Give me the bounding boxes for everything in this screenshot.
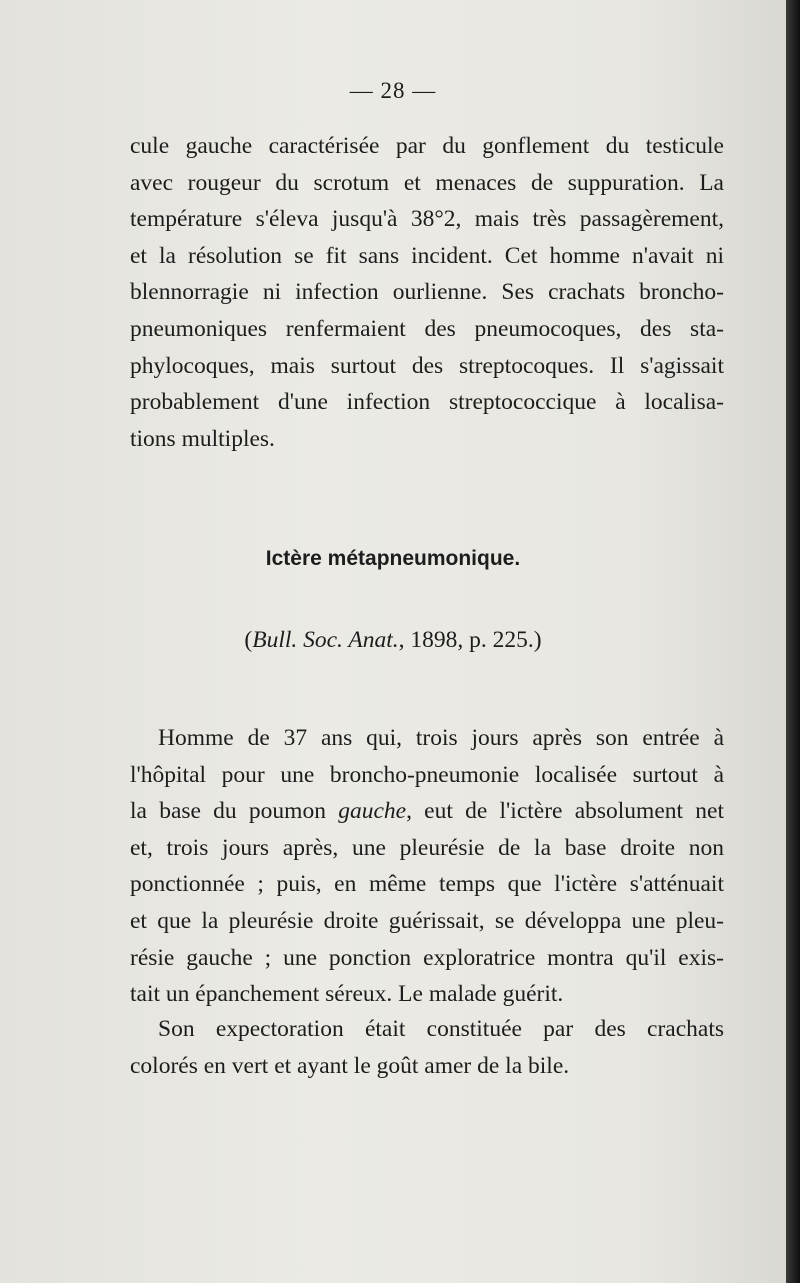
text-run: la base du poumon	[130, 798, 339, 825]
text-line: blennorragie ni infection ourlienne. Ses crachats broncho-	[130, 279, 724, 306]
scan-edge	[786, 0, 800, 1283]
emphasis: gauche	[338, 798, 407, 825]
text-run: , eut de l'ictère absolument net	[406, 798, 724, 825]
text-line: probablement d'une infection streptococcique à localisa-	[130, 389, 724, 416]
page-number: — 28 —	[349, 78, 437, 103]
text-line: avec rougeur du scrotum et menaces de suppuration. La	[130, 169, 724, 196]
citation-details: , 1898, p. 225.)	[398, 627, 542, 653]
text-line: l'hôpital pour une broncho-pneumonie localisée surtout à	[130, 761, 724, 788]
section-heading: Ictère métapneumonique.	[265, 547, 521, 570]
citation-journal: Bull. Soc. Anat.	[252, 627, 399, 653]
text-line: et que la pleurésie droite guérissait, se développa une pleu-	[130, 907, 724, 934]
citation	[0, 627, 786, 654]
paragraph-continuation	[130, 128, 724, 457]
text-line: et la résolution se fit sans incident. Cet homme n'avait ni	[130, 242, 724, 269]
text-line: cule gauche caractérisée par du gonflement du testicule	[130, 133, 724, 159]
text-line: température s'éleva jusqu'à 38°2, mais très passagèrement,	[130, 206, 724, 233]
text-line: pneumoniques renfermaient des pneumocoques, des sta-	[130, 315, 724, 342]
text-line: tait un épanchement séreux. Le malade guérit.	[130, 981, 564, 1008]
citation-open: (	[244, 627, 253, 653]
text-line: phylocoques, mais surtout des streptocoques. Il s'agissait	[130, 352, 724, 379]
text-line: résie gauche ; une ponction exploratrice montra qu'il exis-	[130, 944, 724, 971]
text-line	[130, 793, 724, 830]
text-line: colorés en vert et ayant le goût amer de la bile.	[130, 1052, 570, 1079]
text-line: et, trois jours après, une pleurésie de la base droite non	[130, 834, 724, 861]
text-line: Son expectoration était constituée par des crachats	[158, 1016, 724, 1042]
text-line: Homme de 37 ans qui, trois jours après son entrée à	[158, 725, 724, 751]
case-paragraph	[130, 720, 724, 1013]
expectoration-paragraph	[130, 1011, 724, 1084]
text-line: tions multiples.	[130, 425, 275, 452]
text-line: ponctionnée ; puis, en même temps que l'ictère s'atténuait	[130, 871, 724, 898]
